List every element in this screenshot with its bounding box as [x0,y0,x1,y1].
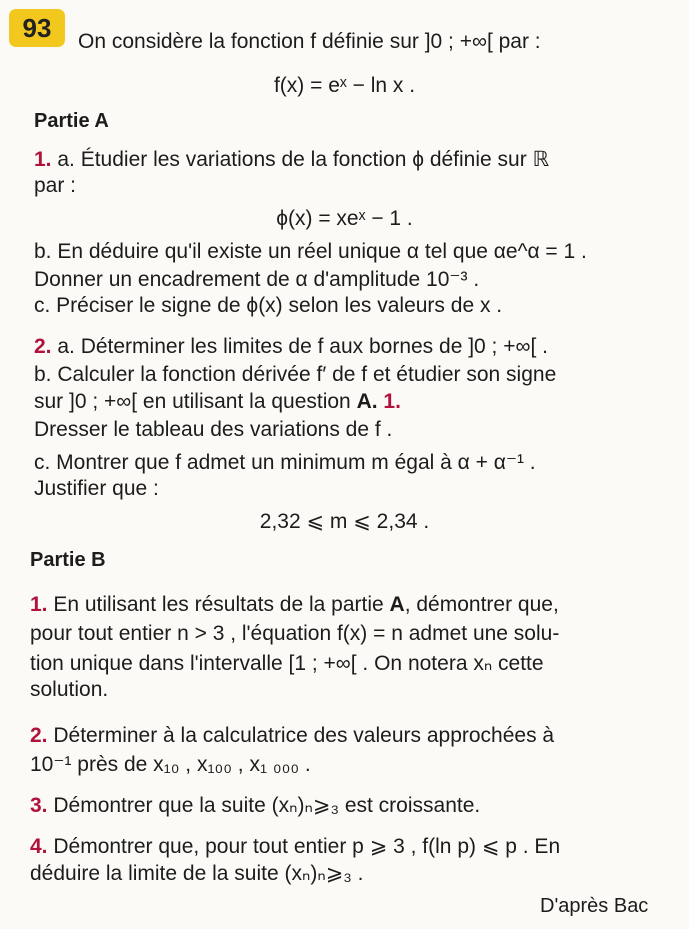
question-text: sur ]0 ; +∞[ en utilisant la question [34,390,357,413]
part-b-q1-line2: pour tout entier n > 3 , l'équation f(x) = n admet une solu- [30,622,560,645]
exercise-number-badge: 93 [9,9,65,47]
question-number: 1. [30,593,48,616]
question-number: 2. [30,724,48,747]
part-b-q4-line2: déduire la limite de la suite (xₙ)ₙ⩾₃ . [30,862,364,885]
phi-definition: ϕ(x) = xeˣ − 1 . [276,207,413,230]
part-a-q1b: b. En déduire qu'il existe un réel unique α tel que αe^α = 1 . [34,240,587,263]
question-number: 1. [34,148,52,171]
part-b-q2-line2: 10⁻¹ près de x₁₀ , x₁₀₀ , x₁ ₀₀₀ . [30,753,311,776]
part-b-q3 [30,793,480,818]
question-number: 3. [30,794,48,817]
part-a-q2b-cont [34,390,401,414]
question-text: a. Étudier les variations de la fonction ϕ définie sur ℝ [51,148,550,171]
part-a-q2c-cont: Justifier que : [34,477,159,500]
question-text: a. Déterminer les limites de f aux bornes de ]0 ; +∞[ . [51,335,548,358]
source-credit: D'après Bac [540,895,649,917]
part-b-q1-line1 [30,593,559,617]
function-definition: f(x) = eˣ − ln x . [273,74,416,97]
part-a-q1a-cont: par : [34,174,77,197]
reference-question: 1. [377,390,401,413]
question-text: Démontrer que, pour tout entier p ⩾ 3 , f(ln p) ⩽ p . En [47,835,561,858]
reference-part: A [389,593,405,616]
part-a-q1b-cont: Donner un encadrement de α d'amplitude 10⁻³ . [34,268,480,291]
part-b-q1-line4: solution. [30,678,109,701]
part-b-title: Partie B [30,549,106,571]
question-text: Déterminer à la calculatrice des valeurs approchées à [47,724,555,747]
part-a-q1a [34,147,549,172]
intro-text: On considère la fonction f définie sur ]0 ; +∞[ par : [78,30,541,53]
part-a-q2c: c. Montrer que f admet un minimum m égal à α + α⁻¹ . [34,451,536,474]
question-number: 4. [30,835,48,858]
reference-part: A. [356,390,378,413]
question-text: , démontrer que, [404,593,559,616]
question-number: 2. [34,335,52,358]
part-a-q2a [34,335,548,359]
part-a-q2b: b. Calculer la fonction dérivée f′ de f et étudier son signe [34,363,557,386]
part-b-q2-line1 [30,724,554,748]
inequality: 2,32 ⩽ m ⩽ 2,34 . [259,510,430,533]
part-a-q1c: c. Préciser le signe de ϕ(x) selon les valeurs de x . [34,294,503,317]
question-text: Démontrer que la suite (xₙ)ₙ⩾₃ est croissante. [47,794,481,817]
part-b-q1-line3: tion unique dans l'intervalle [1 ; +∞[ . On notera xₙ cette [30,652,544,675]
part-b-q4-line1 [30,834,560,859]
part-a-title: Partie A [34,110,109,132]
question-text: En utilisant les résultats de la partie [47,593,390,616]
part-a-q2b-cont2: Dresser le tableau des variations de f . [34,418,393,441]
